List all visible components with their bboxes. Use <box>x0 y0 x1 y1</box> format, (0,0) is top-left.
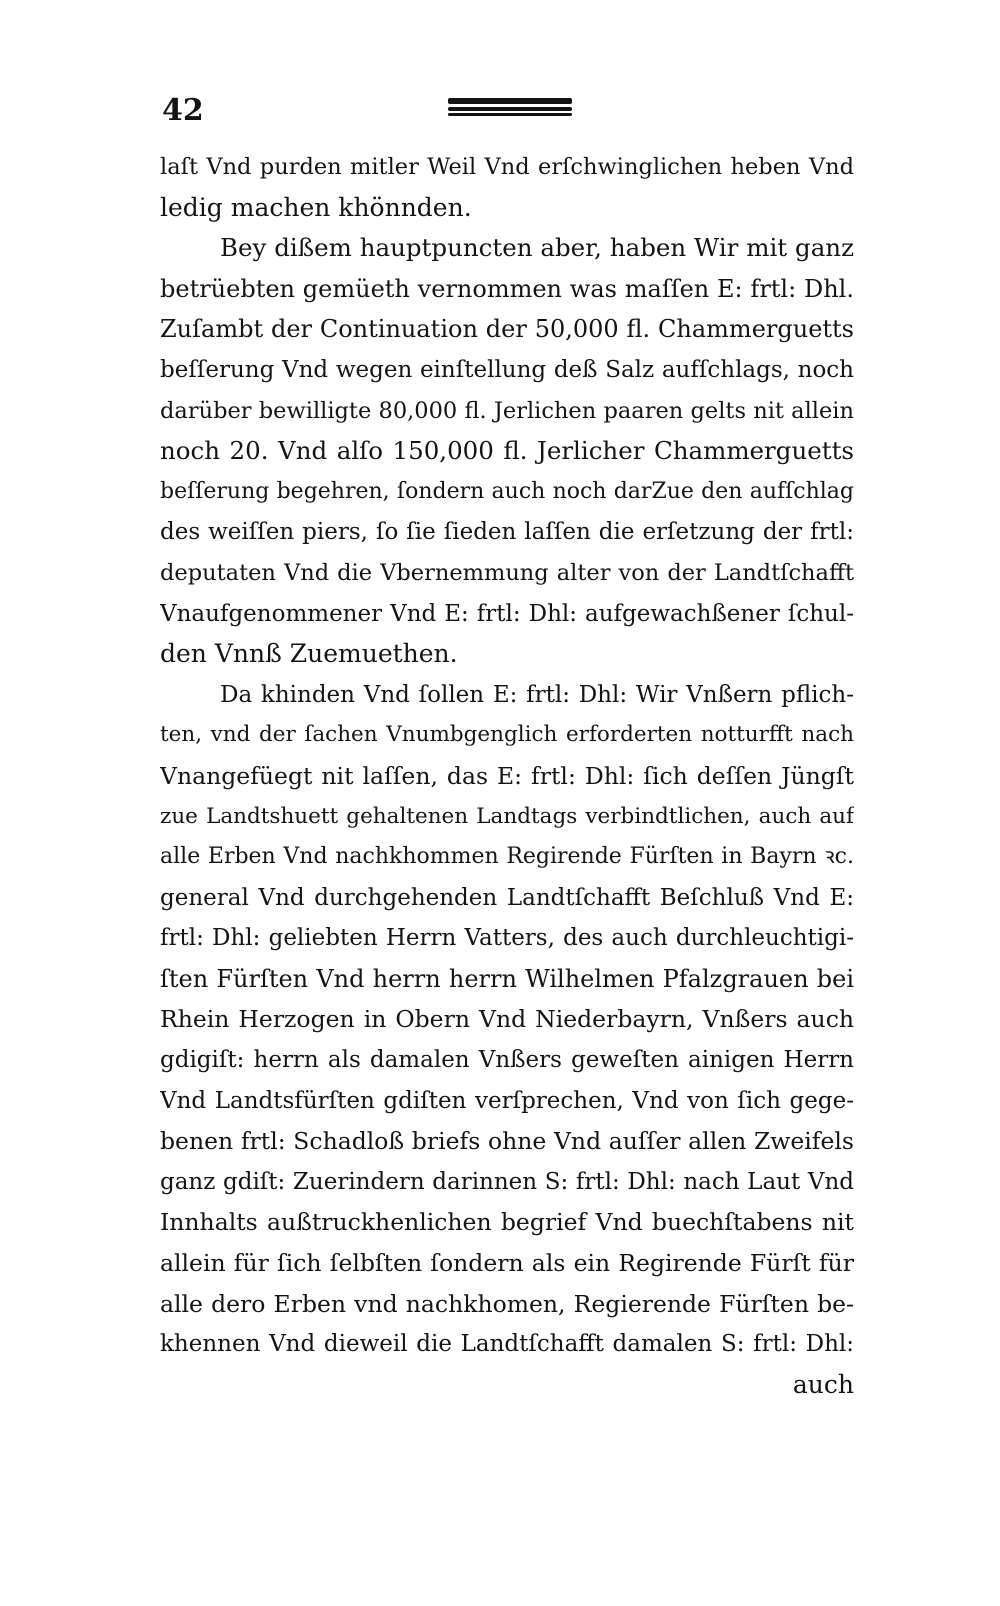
text-line: Vnd Landtsfürſten gdiſten verſprechen, Vnd von ſich gege- <box>160 1087 854 1114</box>
text-line: ledig machen khönnden. <box>160 192 472 222</box>
text-line: benen frtl: Schadloß briefs ohne Vnd auſſer allen Zweifels <box>160 1127 854 1156</box>
text-line: Rhein Herzogen in Obern Vnd Niederbayrn, Vnßers auch <box>160 1005 854 1034</box>
text-line: ganz gdiſt: Zuerindern darinnen S: frtl: Dhl: nach Laut Vnd <box>160 1168 854 1195</box>
text-line: general Vnd durchgehenden Landtſchafft Beſchluß Vnd E: <box>160 884 854 911</box>
text-line: alle Erben Vnd nachkhommen Regirende Fürſten in Bayrn ꝛc. <box>160 844 854 870</box>
text-line: Bey dißem hauptpuncten aber, haben Wir mit ganz <box>220 233 854 263</box>
body-text <box>160 147 854 1405</box>
text-line: betrüebten gemüeth vernommen was maſſen E: frtl: Dhl. <box>160 274 854 303</box>
text-line: Zuſambt der Continuation der 50,000 fl. Chammerguetts <box>160 315 854 344</box>
catchword: auch <box>792 1369 854 1399</box>
text-line: zue Landtshuett gehaltenen Landtags verbindtlichen, auch auf <box>160 803 854 829</box>
text-line: laſt Vnd purden mitler Weil Vnd erſchwinglichen heben Vnd <box>160 154 854 180</box>
text-line: beſſerung begehren, ſondern auch noch darZue den aufſchlag <box>160 478 854 504</box>
text-line: Innhalts außtruckhenlichen begrief Vnd buechſtabens nit <box>160 1208 854 1237</box>
text-line: allein für ſich ſelbſten ſondern als ein Regirende Fürſt für <box>160 1249 854 1278</box>
header-rule-bar <box>448 107 572 111</box>
text-line: Da khinden Vnd ſollen E: frtl: Dhl: Wir Vnßern pflich- <box>220 681 854 708</box>
text-line: gdigiſt: herrn als damalen Vnßers geweſten ainigen Herrn <box>160 1047 854 1074</box>
header-rule-bar <box>448 113 572 116</box>
text-line: frtl: Dhl: geliebten Herrn Vatters, des auch durchleuchtigi- <box>160 925 854 952</box>
header-rule-bar <box>448 98 572 104</box>
text-line: beſſerung Vnd wegen einſtellung deß Salz aufſchlags, noch <box>160 356 854 383</box>
text-line: deputaten Vnd die Vbernemmung alter von der Landtſchafft <box>160 559 854 586</box>
text-line: den Vnnß Zuemuethen. <box>160 639 458 669</box>
header-ornament-rule <box>448 98 572 118</box>
text-line: ſten Fürſten Vnd herrn herrn Wilhelmen Pfalzgrauen bei <box>160 964 854 993</box>
text-line: darüber bewilligte 80,000 fl. Jerlichen paaren gelts nit allein <box>160 397 854 424</box>
text-line: Vnangefüegt nit laſſen, das E: frtl: Dhl: ſich deſſen Jüngſt <box>160 761 854 790</box>
text-line: noch 20. Vnd alſo 150,000 fl. Jerlicher Chammerguetts <box>160 436 854 466</box>
text-line: khennen Vnd dieweil die Landtſchafft damalen S: frtl: Dhl: <box>160 1331 854 1358</box>
text-line: ten, vnd der ſachen Vnumbgenglich erforderten notturfft nach <box>160 722 854 748</box>
text-line: des weiſſen piers, ſo ſie ſieden laſſen die erſetzung der frtl: <box>160 519 854 546</box>
text-line: Vnaufgenommener Vnd E: frtl: Dhl: aufgewachßener ſchul- <box>160 600 854 627</box>
text-line: alle dero Erben vnd nachkhomen, Regierende Fürſten be- <box>160 1289 854 1318</box>
page-number: 42 <box>162 93 204 128</box>
